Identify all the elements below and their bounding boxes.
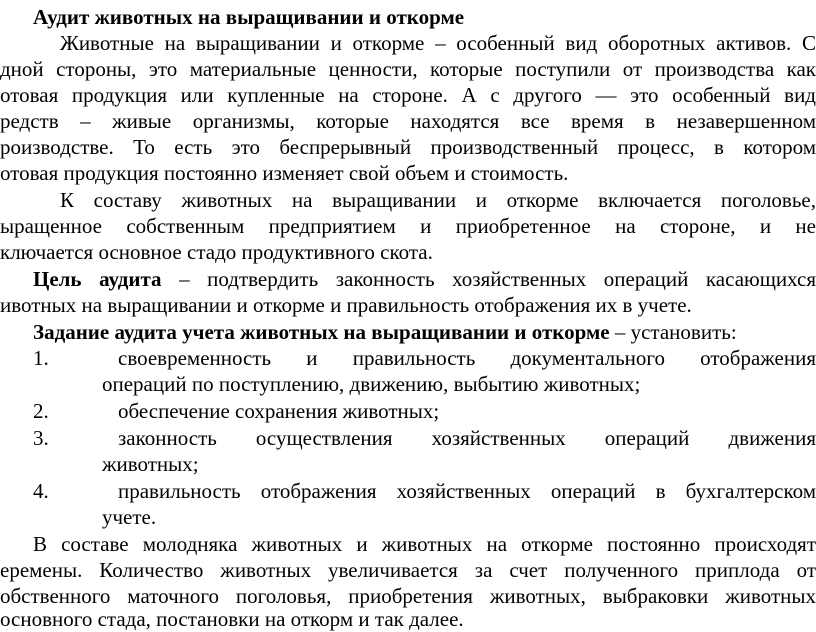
list-item-text: правильность отображения хозяйственных операций в бухгалтерском (118, 479, 816, 503)
paragraph-1-line-2: дной стороны, это материальные ценности, которые поступили от производства как (0, 57, 816, 81)
paragraph-5-line-3: обственного маточного поголовья, приобретения животных, выбраковки животных (0, 584, 816, 608)
list-item-3 (33, 425, 816, 451)
list-item-number: 4. (33, 479, 49, 503)
list-item-3-continuation: животных; (102, 452, 199, 476)
goal-line-2: ивотных на выращивании и откорме и правильность отображения их в учете. (0, 293, 692, 317)
list-item-1 (33, 345, 816, 371)
list-item-number: 3. (33, 426, 49, 450)
list-item-4-continuation: учете. (102, 505, 157, 529)
list-item-text: обеспечение сохранения животных; (118, 399, 440, 423)
paragraph-1-line-1: Животные на выращивании и откорме – особенный вид оборотных активов. С (60, 31, 816, 55)
goal-line-1 (33, 266, 816, 292)
paragraph-2-line-1: К составу животных на выращивании и откорме включается поголовье, (60, 188, 816, 212)
paragraph-5-line-2: еремены. Количество животных увеличивается за счет полученного приплода от (0, 558, 816, 582)
list-item-number: 1. (33, 346, 49, 370)
task-text: – установить: (609, 320, 737, 344)
goal-text: – подтвердить законность хозяйственных операций касающихся (161, 267, 816, 291)
paragraph-1-line-3: отовая продукция или купленные на стороне. А с другого — это особенный вид (0, 83, 816, 107)
task-label: Задание аудита учета животных на выращивании и откорме (33, 320, 610, 344)
list-item-text: законность осуществления хозяйственных операций движения (118, 426, 816, 450)
paragraph-1-line-4: редств – живые организмы, которые находятся все время в незавершенном (0, 109, 816, 133)
paragraph-5-line-4: основного стада, постановки на откорм и так далее. (0, 607, 464, 631)
paragraph-5-line-1: В составе молодняка животных и животных на откорме постоянно происходят (33, 532, 816, 556)
list-item-text: своевременность и правильность документального отображения (118, 346, 816, 370)
list-item-1-continuation: операций по поступлению, движению, выбытию животных; (102, 372, 641, 396)
list-item-4 (33, 478, 816, 504)
paragraph-2-line-2: ыращенное собственным предприятием и приобретенное на стороне, и не (0, 214, 816, 238)
goal-label: Цель аудита (33, 267, 162, 291)
paragraph-2-line-3: ключается основное стадо продуктивного скота. (0, 240, 433, 264)
list-item-2 (33, 398, 816, 424)
document-title: Аудит животных на выращивании и откорме (33, 5, 465, 29)
paragraph-1-line-5: роизводстве. То есть это беспрерывный производственный процесс, в котором (0, 135, 816, 159)
task-line (33, 319, 737, 345)
paragraph-1-line-6: отовая продукция постоянно изменяет свой объем и стоимость. (0, 161, 569, 185)
list-item-number: 2. (33, 399, 49, 423)
